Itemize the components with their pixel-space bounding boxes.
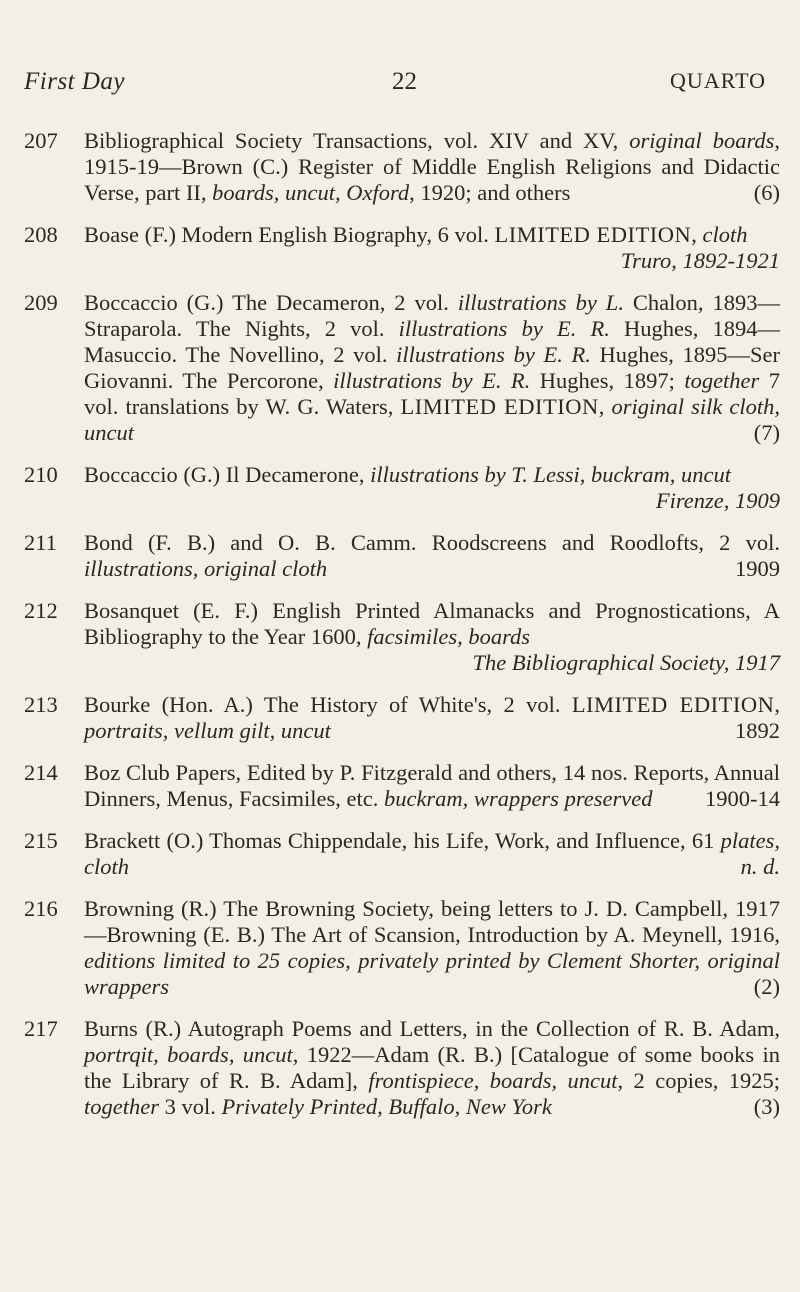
lot-entry <box>24 760 780 812</box>
lot-text-italic: cloth <box>702 222 748 247</box>
lot-text: Hughes, 1897; <box>530 368 685 393</box>
lot-text: , 1915-19—Brown (C.) Register of Middle English Religions and Didactic Verse, part II, <box>84 128 781 205</box>
lot-number: 207 <box>24 128 58 153</box>
lot-text-italic: original boards <box>629 128 775 153</box>
lot-text: , <box>691 222 703 247</box>
lot-imprint: Firenze, 1909 <box>655 488 780 513</box>
running-head-format: QUARTO <box>670 68 766 93</box>
lot-description <box>84 828 780 880</box>
lot-number: 213 <box>24 692 58 717</box>
lot-text-italic: illustrations by L. <box>457 290 624 315</box>
lot-imprint: The Bibliographical Society, 1917 <box>472 650 780 675</box>
lot-entry <box>24 692 780 744</box>
page-number: 22 <box>392 68 417 95</box>
lot-text-italic: together <box>84 1094 159 1119</box>
lot-text-italic: together <box>684 368 760 393</box>
lot-number: 212 <box>24 598 58 623</box>
lot-number: 210 <box>24 462 58 487</box>
lot-number: 215 <box>24 828 58 853</box>
lot-imprint: (7) <box>753 420 780 445</box>
lot-text: Bond (F. B.) and O. B. Camm. Roodscreens and Roodlofts, 2 vol. <box>84 530 780 555</box>
lot-description <box>84 290 780 446</box>
lot-imprint: n. d. <box>740 854 780 879</box>
lot-text: 3 vol. <box>158 1094 222 1119</box>
lot-description <box>84 530 780 582</box>
lot-number: 211 <box>24 530 57 555</box>
page-header <box>24 68 776 102</box>
lot-text-italic: plates, cloth <box>84 828 780 879</box>
lot-description <box>84 598 780 676</box>
lot-text: , 1922—Adam (R. B.) [Catalogue of some books in the Library of R. B. Adam], <box>84 1042 780 1093</box>
lot-text-italic: buckram, wrappers preserved <box>383 786 653 811</box>
lot-description <box>84 1016 780 1120</box>
lot-text: Hughes, 1895—Ser Giovanni. The Percorone, <box>84 342 781 393</box>
lot-imprint: (2) <box>753 974 780 999</box>
lot-entry <box>24 828 780 880</box>
lot-text: , <box>598 394 612 419</box>
running-head-day: First Day <box>24 68 126 95</box>
lot-entry <box>24 462 780 514</box>
lot-text-italic: frontispiece, boards, uncut <box>368 1068 618 1093</box>
lot-number: 214 <box>24 760 58 785</box>
lot-text-italic: illustrations by T. Lessi, buckram, uncut <box>370 462 731 487</box>
lot-text: Burns (R.) Autograph Poems and Letters, in the Collection of R. B. Adam, <box>84 1016 780 1041</box>
lot-description <box>84 760 780 812</box>
lot-text-smallcaps: LIMITED EDITION <box>571 692 775 717</box>
lot-text: 7 vol. translations by W. G. Waters, <box>84 368 781 419</box>
lot-number: 209 <box>24 290 58 315</box>
lot-text: Browning (R.) The Browning Society, being letters to J. D. Campbell, 1917—Browning (E. B.) The Art of Scansion, Introduction by A. Meynell, 1916, <box>84 896 780 947</box>
lot-text-italic: illustrations, original cloth <box>84 556 328 581</box>
lot-text-italic: facsimiles, boards <box>367 624 531 649</box>
lot-text: , <box>774 692 780 717</box>
lot-text-italic: portrqit, boards, uncut <box>84 1042 293 1067</box>
lot-text: Brackett (O.) Thomas Chippendale, his Life, Work, and Influence, 61 <box>84 828 721 853</box>
lot-entry <box>24 290 780 446</box>
lot-text-italic: illustrations by E. R. <box>333 368 531 393</box>
lot-description <box>84 128 780 206</box>
lot-imprint: Truro, 1892-1921 <box>620 248 780 273</box>
lot-text: Boase (F.) Modern English Biography, 6 vol. <box>84 222 495 247</box>
lot-entry <box>24 598 780 676</box>
lot-text-italic: editions limited to 25 copies, privately printed by Clement Shorter, original wrappers <box>84 948 780 999</box>
lot-text: Chalon, 1893—Straparola. The Nights, 2 vol. <box>84 290 781 341</box>
lot-imprint: 1900-14 <box>705 786 780 811</box>
lot-entry <box>24 1016 780 1120</box>
lot-description <box>84 462 780 514</box>
lot-text-italic: portraits, vellum gilt, uncut <box>84 718 331 743</box>
lot-text: Bibliographical Society Transactions, vol. XIV and XV, <box>84 128 630 153</box>
lot-number: 216 <box>24 896 58 921</box>
lot-description <box>84 222 780 274</box>
lot-imprint: 1892 <box>735 718 780 743</box>
lot-imprint: 1909 <box>735 556 780 581</box>
lot-text-italic: illustrations by E. R. <box>396 342 591 367</box>
lot-entry <box>24 530 780 582</box>
lot-description <box>84 692 780 744</box>
lot-text: , 2 copies, 1925; <box>617 1068 781 1093</box>
lot-text: Boccaccio (G.) The Decameron, 2 vol. <box>84 290 458 315</box>
lot-entry <box>24 896 780 1000</box>
lot-text-smallcaps: LIMITED EDITION <box>494 222 692 247</box>
lot-number: 217 <box>24 1016 58 1041</box>
lot-entry <box>24 128 780 206</box>
lot-text-smallcaps: LIMITED EDITION <box>400 394 599 419</box>
lot-list <box>24 128 780 1136</box>
lot-text-italic: boards, uncut, Oxford <box>212 180 410 205</box>
lot-text: Boccaccio (G.) Il Decamerone, <box>84 462 371 487</box>
lot-text: Bourke (Hon. A.) The History of White's, 2 vol. <box>84 692 572 717</box>
lot-text-italic: original silk cloth, uncut <box>84 394 781 445</box>
lot-imprint: (3) <box>753 1094 780 1119</box>
lot-description <box>84 896 780 1000</box>
lot-text-italic: Privately Printed, Buffalo, New York <box>221 1094 552 1119</box>
lot-number: 208 <box>24 222 58 247</box>
lot-text-italic: illustrations by E. R. <box>398 316 610 341</box>
lot-imprint: (6) <box>753 180 780 205</box>
lot-text: Bosanquet (E. F.) English Printed Almanacks and Prognostications, A Bibliography to the Year 1600, <box>84 598 780 649</box>
lot-text: Hughes, 1894—Masuccio. The Novellino, 2 vol. <box>84 316 781 367</box>
lot-text: , 1920; and others <box>409 180 571 205</box>
lot-text: Boz Club Papers, Edited by P. Fitzgerald and others, 14 nos. Reports, Annual Dinners, Menus, Facsimiles, etc. <box>84 760 780 811</box>
lot-entry <box>24 222 780 274</box>
